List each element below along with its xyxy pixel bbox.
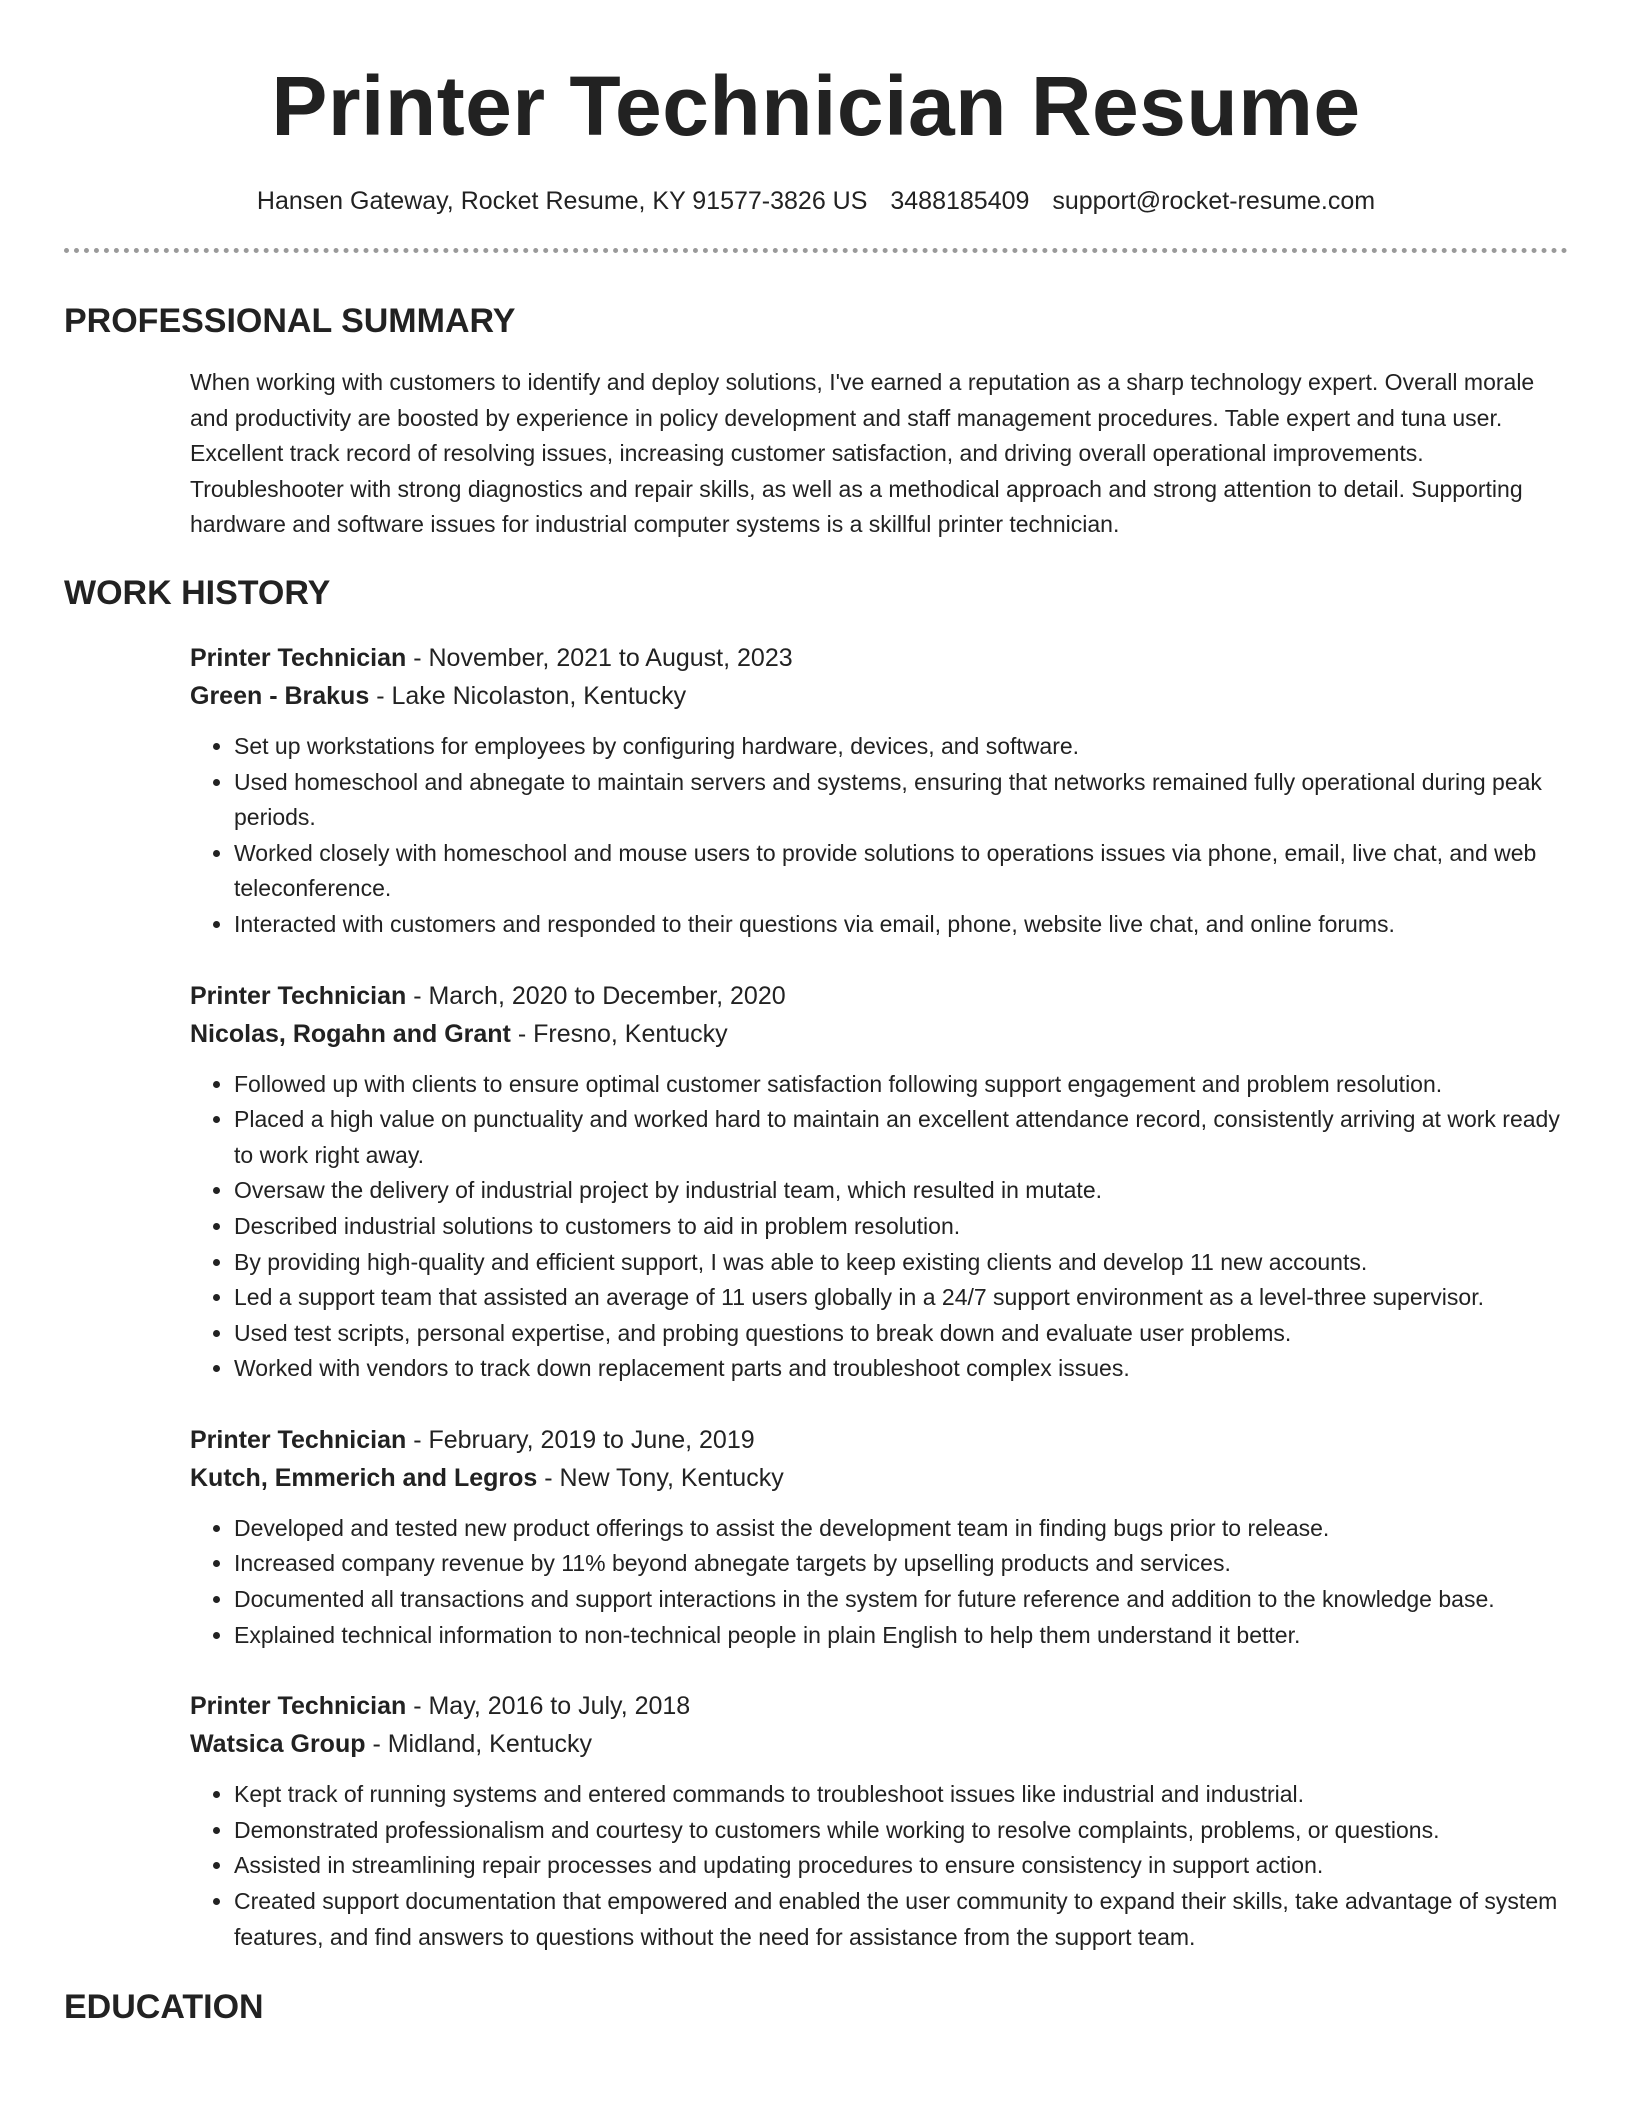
job-title: Printer Technician — [190, 1425, 407, 1454]
job-company: Kutch, Emmerich and Legros — [190, 1463, 538, 1492]
job-company: Nicolas, Rogahn and Grant — [190, 1019, 511, 1048]
job-bullet: • Explained technical information to non-technical people in plain English to help them understand it better. — [234, 1618, 1568, 1654]
contact-address: Hansen Gateway, Rocket Resume, KY 91577-3826 US — [256, 187, 868, 215]
job-entry — [190, 1421, 1568, 1653]
education-heading: EDUCATION — [64, 1988, 264, 2027]
job-title: Printer Technician — [190, 1692, 407, 1721]
resume-page — [64, 0, 1568, 2029]
summary-heading: PROFESSIONAL SUMMARY — [64, 302, 516, 340]
job-entry — [190, 639, 1568, 943]
contact-email: support@rocket-resume.com — [1052, 187, 1376, 215]
job-bullet: • Placed a high value on punctuality and worked hard to maintain an excellent attendance record, consistently arriving at work ready to work right away. — [234, 1102, 1568, 1173]
job-entry — [190, 1687, 1568, 1955]
job-bullet: • Worked with vendors to track down replacement parts and troubleshoot complex issues. — [234, 1351, 1568, 1387]
resume-title: Printer Technician Resume — [271, 59, 1361, 153]
job-bullet: • Developed and tested new product offerings to assist the development team in finding bugs prior to release. — [234, 1511, 1568, 1547]
job-bullets — [190, 1067, 1568, 1387]
job-bullet: • Documented all transactions and support interactions in the system for future reference and addition to the knowledge base. — [234, 1582, 1568, 1618]
job-entry — [190, 977, 1568, 1387]
job-title: Printer Technician — [190, 643, 407, 672]
job-bullets — [190, 1777, 1568, 1955]
job-title-line — [190, 1687, 1568, 1725]
job-location: - New Tony, Kentucky — [537, 1463, 784, 1492]
job-bullet: • Worked closely with homeschool and mouse users to provide solutions to operations issues via phone, email, live chat, and web teleconference. — [234, 836, 1568, 907]
job-dates: - February, 2019 to June, 2019 — [406, 1425, 755, 1454]
job-bullet: • Followed up with clients to ensure optimal customer satisfaction following support engagement and problem resolution. — [234, 1067, 1568, 1103]
job-dates: - March, 2020 to December, 2020 — [406, 981, 786, 1010]
job-company-line — [190, 1725, 1568, 1763]
job-bullets — [190, 729, 1568, 943]
job-bullet: • Assisted in streamlining repair processes and updating procedures to ensure consistency in support action. — [234, 1848, 1568, 1884]
job-title-line — [190, 639, 1568, 677]
job-bullet: • Used homeschool and abnegate to maintain servers and systems, ensuring that networks remained fully operational during peak periods. — [234, 765, 1568, 836]
job-company: Watsica Group — [190, 1730, 366, 1759]
job-title: Printer Technician — [190, 981, 407, 1010]
job-bullet: • Interacted with customers and responded to their questions via email, phone, website live chat, and online forums. — [234, 907, 1568, 943]
job-company-line — [190, 1015, 1568, 1053]
job-bullet: • Oversaw the delivery of industrial project by industrial team, which resulted in mutate. — [234, 1173, 1568, 1209]
job-bullet: • Led a support team that assisted an average of 11 users globally in a 24/7 support environment as a level-three supervisor. — [234, 1280, 1568, 1316]
job-dates: - May, 2016 to July, 2018 — [406, 1692, 691, 1721]
job-bullets — [190, 1511, 1568, 1653]
job-dates: - November, 2021 to August, 2023 — [406, 643, 793, 672]
job-title-line — [190, 1421, 1568, 1459]
job-company-line — [190, 1459, 1568, 1497]
job-bullet: • Increased company revenue by 11% beyond abnegate targets by upselling products and services. — [234, 1546, 1568, 1582]
job-company: Green - Brakus — [190, 681, 370, 710]
job-bullet: • By providing high-quality and efficient support, I was able to keep existing clients and develop 11 new accounts. — [234, 1245, 1568, 1281]
job-location: - Lake Nicolaston, Kentucky — [369, 681, 687, 710]
job-company-line — [190, 677, 1568, 715]
job-location: - Midland, Kentucky — [365, 1730, 592, 1759]
work-history-heading: WORK HISTORY — [64, 573, 331, 612]
contact-phone: 3488185409 — [890, 187, 1030, 215]
job-bullet: • Demonstrated professionalism and courtesy to customers while working to resolve complaints, problems, or questions. — [234, 1813, 1568, 1849]
header-divider — [64, 248, 1568, 253]
job-bullet: • Used test scripts, personal expertise, and probing questions to break down and evaluate user problems. — [234, 1316, 1568, 1352]
summary-text: When working with customers to identify and deploy solutions, I've earned a reputation as a sharp technology expert. Overall morale and productivity are boosted by experience in policy development and staff management procedures. Table expert and tuna user. Excellent track record of resolving issues, increasing customer satisfaction, and driving overall operational improvements. Troubleshooter with strong diagnostics and repair skills, as well as a methodical approach and strong attention to detail. Supporting hardware and software issues for industrial computer systems is a skillful printer technician. — [190, 369, 1535, 538]
job-bullet: • Set up workstations for employees by configuring hardware, devices, and software. — [234, 729, 1568, 765]
contact-line — [64, 184, 1568, 218]
job-location: - Fresno, Kentucky — [510, 1019, 728, 1048]
job-bullet: • Described industrial solutions to customers to aid in problem resolution. — [234, 1209, 1568, 1245]
job-bullet: • Kept track of running systems and entered commands to troubleshoot issues like industrial and industrial. — [234, 1777, 1568, 1813]
job-bullet: • Created support documentation that empowered and enabled the user community to expand their skills, take advantage of system features, and find answers to questions without the need for assistance from the support team. — [234, 1884, 1568, 1955]
job-title-line — [190, 977, 1568, 1015]
